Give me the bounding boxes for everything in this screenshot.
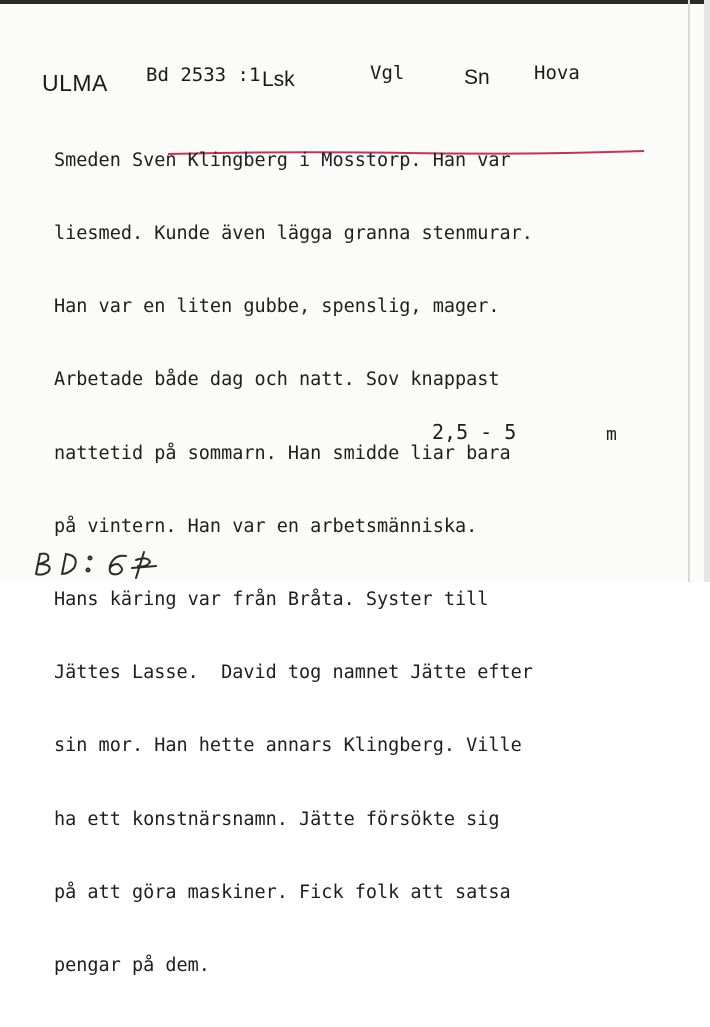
text-line: liesmed. Kunde även lägga granna stenmurar. [54, 223, 533, 245]
district-code: Sn [464, 66, 490, 89]
record-type: Lsk [262, 68, 295, 91]
text-line: ha ett konstnärsnamn. Jätte försökte sig [54, 808, 500, 830]
text-line: sin mor. Han hette annars Klingberg. Ville [54, 735, 522, 757]
text-line: Jättes Lasse. David tog namnet Jätte efter [54, 662, 533, 684]
text-line: Han var en liten gubbe, spenslig, mager. [54, 296, 500, 318]
text-line: pengar på dem. [54, 955, 210, 977]
card-top-edge [0, 0, 710, 4]
province-code: Vgl [370, 62, 405, 84]
text-line: nattetid på sommarn. Han smidde liar bara [54, 442, 511, 464]
text-line: på att göra maskiner. Fick folk att satsa [54, 881, 511, 903]
text-line: Hans käring var från Bråta. Syster till [54, 589, 489, 611]
measurement-unit: m [606, 424, 617, 445]
handwritten-annotation [28, 542, 178, 582]
parish-name: Hova [534, 62, 580, 84]
text-line: på vintern. Han var en arbetsmänniska. [54, 515, 478, 537]
measurement-value: 2,5 - 5 [432, 420, 517, 444]
volume-number: Bd 2533 :1 [146, 64, 261, 86]
card-header [0, 62, 710, 96]
text-line: Arbetade både dag och natt. Sov knappast [54, 369, 500, 391]
text-line: Smeden Sven Klingberg i Mosstorp. Han var [54, 149, 511, 171]
archive-name: ULMA [42, 70, 108, 96]
